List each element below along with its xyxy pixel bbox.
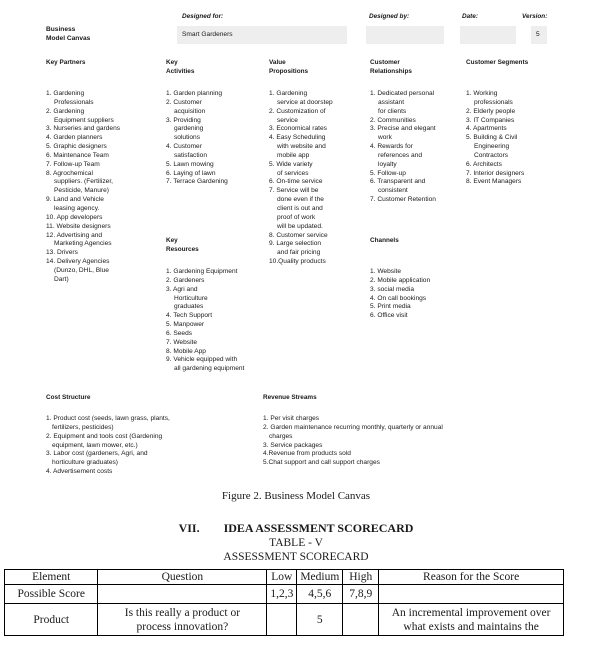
table-header-row	[5, 570, 564, 585]
list-item: 7. Terrace Gardening	[166, 178, 228, 186]
key-partners-list	[46, 90, 156, 285]
list-item: 2. Communities	[370, 116, 416, 124]
list-item: 2. Equipment and tools cost (Gardening equipment, lawn mower, etc.)	[46, 432, 163, 449]
list-item: 12. Advertising and Marketing Agencies	[46, 231, 112, 248]
list-item: 1. Dedicated personal assistant for clients	[370, 90, 435, 115]
list-item: 5. Print media	[370, 303, 411, 311]
list-item: 3. IT Companies	[466, 116, 515, 124]
cell-question	[98, 585, 267, 604]
list-item: 3. Economical rates	[269, 125, 327, 133]
list-item: 3. Agri and Horticulture graduates	[166, 285, 208, 311]
header-question: Question	[98, 570, 267, 585]
list-item: 9. Land and Vehicle leasing agency.	[46, 196, 104, 212]
list-item: 11. Website designers	[46, 222, 111, 230]
list-item: 6. Office visit	[370, 312, 408, 320]
designed-for-field: Smart Gardeners	[177, 26, 347, 44]
list-item: 4. Tech Support	[166, 312, 213, 320]
value-propositions-list	[269, 90, 369, 267]
list-item: 3. Nurseries and gardens	[46, 125, 121, 133]
list-item: 1. Website	[370, 268, 402, 275]
key-resources-list	[166, 268, 264, 374]
list-item: 4. Apartments	[466, 125, 507, 133]
cell-low: 1,2,3	[267, 585, 297, 604]
list-item: 14. Delivery Agencies (Dunzo, DHL, Blue Dart)	[46, 258, 110, 283]
assessment-scorecard-table	[4, 569, 564, 636]
list-item: 6. On-time service	[269, 178, 323, 186]
list-item: 7. Follow-up Team	[46, 160, 100, 168]
list-item: 1. Per visit charges	[263, 415, 320, 422]
cell-question: Is this really a product or process innovation?	[98, 604, 267, 636]
customer-segments-title: Customer Segments	[466, 59, 529, 66]
header-low: Low	[267, 570, 297, 585]
list-item: 6. Transparent and consistent	[370, 178, 426, 195]
figure-caption: Figure 2. Business Model Canvas	[221, 490, 371, 502]
list-item: 4. Customer satisfaction	[166, 143, 207, 159]
list-item: 3. Labor cost (gardeners, Agri, and horticulture graduates)	[46, 450, 148, 467]
list-item: 5. Graphic designers	[46, 143, 107, 151]
list-item: 5. Lawn mowing	[166, 160, 214, 168]
list-item: 4. Garden planners	[46, 134, 103, 142]
key-resources-title: Key Resources	[166, 237, 199, 253]
header-reason: Reason for the Score	[379, 570, 564, 585]
key-activities-list	[166, 90, 264, 187]
list-item: 4. Easy Scheduling with website and mobile app	[269, 134, 326, 159]
customer-relationships-list	[370, 90, 460, 205]
cell-high	[343, 604, 379, 636]
table-number: TABLE - V	[269, 537, 323, 549]
key-activities-title: Key Activities	[166, 59, 195, 75]
customer-segments-list	[466, 90, 561, 187]
list-item: 1. Garden planning	[166, 90, 223, 97]
header-element: Element	[5, 570, 98, 585]
list-item: 3. Precise and elegant work	[370, 125, 436, 142]
list-item: 5.Chat support and call support charges	[263, 459, 380, 467]
list-item: 6. Laying of lawn	[166, 169, 216, 177]
channels-list	[370, 268, 460, 321]
list-item: 2. Gardening Equipment suppliers	[46, 107, 114, 124]
list-item: 2. Mobile application	[370, 276, 431, 284]
list-item: 2. Customer acquisition	[166, 98, 206, 115]
table-title: ASSESSMENT SCORECARD	[223, 551, 369, 563]
list-item: 3. Service packages	[263, 441, 323, 449]
designed-by-label: Designed by:	[369, 13, 410, 20]
list-item: 7. Interior designers	[466, 169, 525, 177]
designed-for-label: Designed for:	[182, 13, 224, 20]
list-item: 1. Product cost (seeds, lawn grass, plants, fertilizers, pesticides)	[46, 415, 170, 431]
section-heading: VII. IDEA ASSESSMENT SCORECARD	[178, 521, 414, 535]
cell-low	[267, 604, 297, 636]
list-item: 4.Revenue from products sold	[263, 450, 351, 458]
value-propositions-title: Value Propositions	[269, 59, 309, 75]
key-partners-title: Key Partners	[46, 59, 86, 66]
list-item: 1. Gardening service at doorstep	[269, 90, 333, 106]
canvas-title: Business Model Canvas	[46, 26, 91, 42]
list-item: 2. Customization of service	[269, 107, 326, 124]
cost-structure-list	[46, 415, 256, 477]
cell-reason: An incremental improvement over what exists and maintains the	[379, 604, 564, 636]
list-item: 10.Quality products	[269, 258, 326, 266]
list-item: 7. Website	[166, 338, 198, 346]
revenue-streams-list	[263, 415, 523, 468]
table-row	[5, 604, 564, 636]
list-item: 2. Elderly people	[466, 107, 516, 115]
revenue-streams-title: Revenue Streams	[263, 394, 317, 401]
list-item: 8. Customer service	[269, 231, 328, 239]
list-item: 2. Gardeners	[166, 276, 205, 284]
channels-title: Channels	[370, 237, 399, 244]
list-item: 5. Manpower	[166, 321, 205, 329]
list-item: 9. Large selection and fair pricing	[269, 240, 322, 257]
list-item: 7. Service will be done even if the client is out and proof of work will be updated.	[269, 187, 324, 230]
version-label: Version:	[522, 13, 548, 20]
list-item: 4. Rewards for references and loyalty	[370, 143, 422, 168]
cell-element: Product	[5, 604, 98, 636]
cell-reason	[379, 585, 564, 604]
business-model-canvas	[36, 0, 566, 482]
header-high: High	[343, 570, 379, 585]
list-item: 3. social media	[370, 285, 414, 293]
header-medium: Medium	[297, 570, 343, 585]
cell-medium: 4,5,6	[297, 585, 343, 604]
version-field: 5	[531, 26, 547, 44]
cell-element: Possible Score	[5, 585, 98, 604]
cell-high: 7,8,9	[343, 585, 379, 604]
customer-relationships-title: Customer Relationships	[370, 59, 412, 75]
list-item: 10. App developers	[46, 213, 103, 221]
date-field	[460, 26, 516, 44]
list-item: 1. Gardening Professionals	[46, 90, 94, 106]
list-item: 8. Event Managers	[466, 178, 522, 186]
cost-structure-title: Cost Structure	[46, 394, 91, 401]
list-item: 8. Mobile App	[166, 347, 206, 355]
list-item: 13. Drivers	[46, 249, 78, 257]
list-item: 5. Wide variety of services	[269, 160, 313, 177]
list-item: 1. Gardening Equipment	[166, 268, 238, 275]
list-item: 6. Seeds	[166, 329, 193, 337]
table-row	[5, 585, 564, 604]
list-item: 7. Customer Retention	[370, 196, 436, 204]
list-item: 4. On call bookings	[370, 294, 427, 302]
date-label: Date:	[462, 13, 478, 20]
list-item: 3. Providing gardening solutions	[166, 116, 204, 142]
list-item: 5. Follow-up	[370, 169, 406, 177]
list-item: 6. Maintenance Team	[46, 151, 109, 159]
list-item: 2. Garden maintenance recurring monthly, quarterly or annual charges	[263, 423, 443, 440]
list-item: 5. Building & Civil Engineering Contractors	[466, 134, 518, 159]
cell-medium: 5	[297, 604, 343, 636]
list-item: 4. Advertisement costs	[46, 468, 113, 476]
list-item: 1. Working professionals	[466, 90, 513, 106]
list-item: 8. Agrochemical suppliers. (Fertilizer, Pesticide, Manure)	[46, 169, 113, 195]
list-item: 6. Architects	[466, 160, 502, 168]
list-item: 9. Vehicle equipped with all gardening equipment	[166, 356, 245, 373]
designed-by-field	[366, 26, 444, 44]
